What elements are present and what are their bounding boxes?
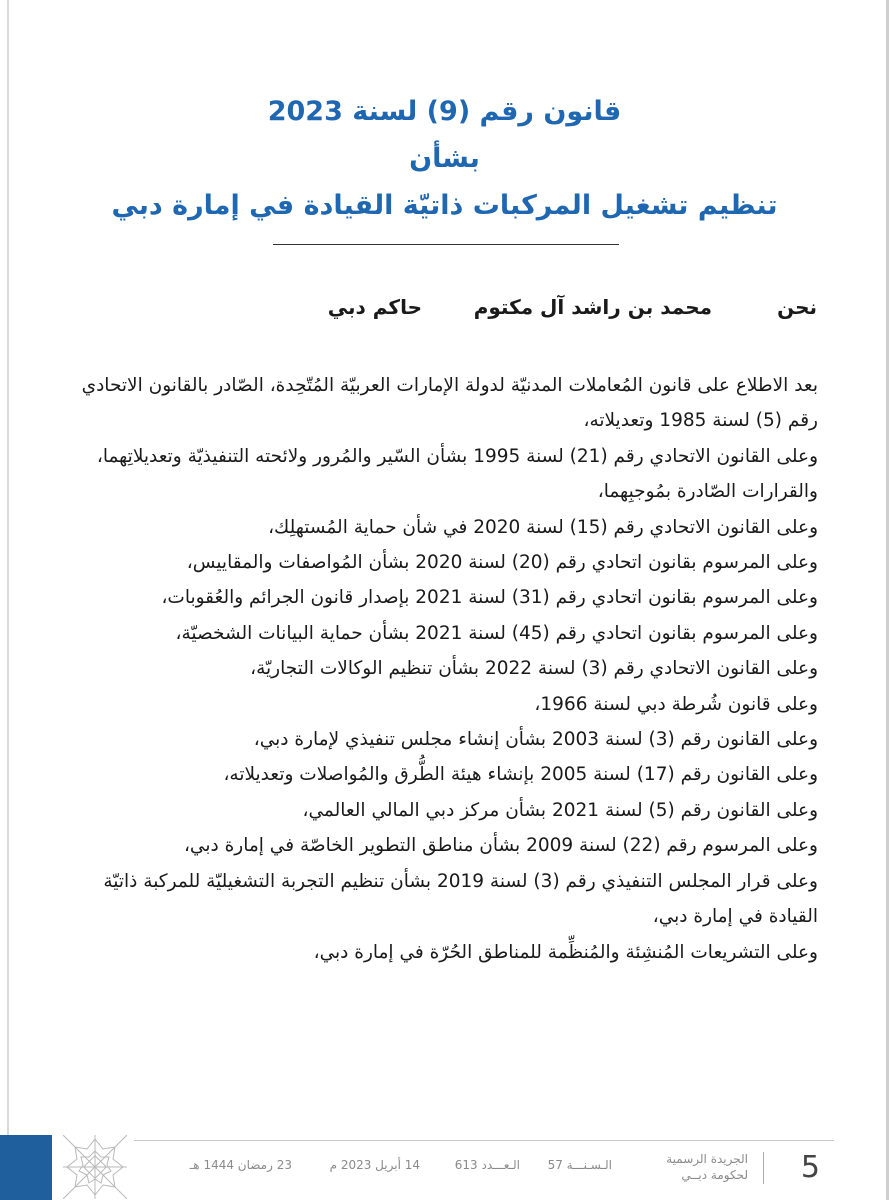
title-line-3: تنظيم تشغيل المركبات ذاتيّة القيادة في إمارة دبي	[111, 190, 778, 221]
preamble-ruler-title: حاكم دبي	[327, 295, 422, 319]
gazette-year: الـسـنـــة 57	[547, 1158, 612, 1172]
recital-paragraph: وعلى المرسوم بقانون اتحادي رقم (45) لسنة 2021 بشأن حماية البيانات الشخصيّة،	[175, 622, 818, 644]
recital-paragraph: وعلى المرسوم بقانون اتحادي رقم (20) لسنة 2020 بشأن المُواصفات والمقاييس،	[186, 552, 818, 574]
recital-paragraph: وعلى قانون شُرطة دبي لسنة 1966،	[534, 693, 818, 715]
footer-separator	[763, 1152, 764, 1184]
preamble-ruler-name: محمد بن راشد آل مكتوم	[473, 295, 712, 319]
recital-paragraph: وعلى المرسوم رقم (22) لسنة 2009 بشأن مناطق التطوير الخاصّة في إمارة دبي،	[183, 835, 818, 857]
recitals	[62, 368, 818, 970]
recital-paragraph: وعلى القانون رقم (3) لسنة 2003 بشأن إنشاء مجلس تنفيذي لإمارة دبي،	[253, 729, 818, 751]
title-divider	[273, 244, 619, 245]
footer	[160, 1150, 820, 1190]
recital-paragraph: بعد الاطلاع على قانون المُعاملات المدنيّة لدولة الإمارات العربيّة المُتّحِدة، الصّادر بالقانون الاتحادي رقم (5) لسنة 1985 وتعديلاته،	[81, 375, 818, 432]
preamble-we: نحن	[777, 295, 817, 319]
gregorian-date: 14 أبريل 2023 م	[329, 1158, 420, 1172]
footer-divider	[134, 1140, 834, 1141]
recital-paragraph: وعلى قرار المجلس التنفيذي رقم (3) لسنة 2019 بشأن تنظيم التجربة التشغيليّة للمركبة ذاتيّة القيادة في إمارة دبي،	[103, 870, 818, 928]
recital-paragraph: وعلى المرسوم بقانون اتحادي رقم (31) لسنة 2021 بإصدار قانون الجرائم والعُقوبات،	[161, 587, 818, 609]
title-line-1: قانون رقم (9) لسنة 2023	[267, 96, 622, 127]
geometric-pattern-icon	[63, 1135, 127, 1199]
recital-paragraph: وعلى القانون رقم (17) لسنة 2005 بإنشاء هيئة الطُّرق والمُواصلات وتعديلاته،	[223, 764, 818, 786]
gazette-issue: الـعـــدد 613	[454, 1158, 520, 1172]
page-number: 5	[800, 1150, 820, 1185]
recital-paragraph: وعلى القانون رقم (5) لسنة 2021 بشأن مركز دبي المالي العالمي،	[302, 799, 818, 821]
recital-paragraph: وعلى القانون الاتحادي رقم (21) لسنة 1995 بشأن السّير والمُرور ولائحته التنفيذيّة وتعديلاتِهما، والقرارات الصّادرة بمُوجبِهما،	[96, 445, 818, 503]
gazette-subtitle: لحكومة دبــي	[681, 1168, 748, 1182]
gazette-title: الجريدة الرسمية	[666, 1152, 748, 1166]
footer-accent-block	[0, 1135, 52, 1200]
hijri-date: 23 رمضان 1444 هـ	[189, 1158, 292, 1172]
recital-paragraph: وعلى القانون الاتحادي رقم (15) لسنة 2020 في شأن حماية المُستهلِك،	[268, 516, 818, 538]
recital-paragraph: وعلى التشريعات المُنشِئة والمُنظِّمة للمناطق الحُرّة في إمارة دبي،	[313, 941, 818, 963]
law-title	[0, 88, 889, 229]
recital-paragraph: وعلى القانون الاتحادي رقم (3) لسنة 2022 بشأن تنظيم الوكالات التجاريّة،	[250, 658, 818, 680]
title-line-2: بشأن	[409, 143, 480, 174]
